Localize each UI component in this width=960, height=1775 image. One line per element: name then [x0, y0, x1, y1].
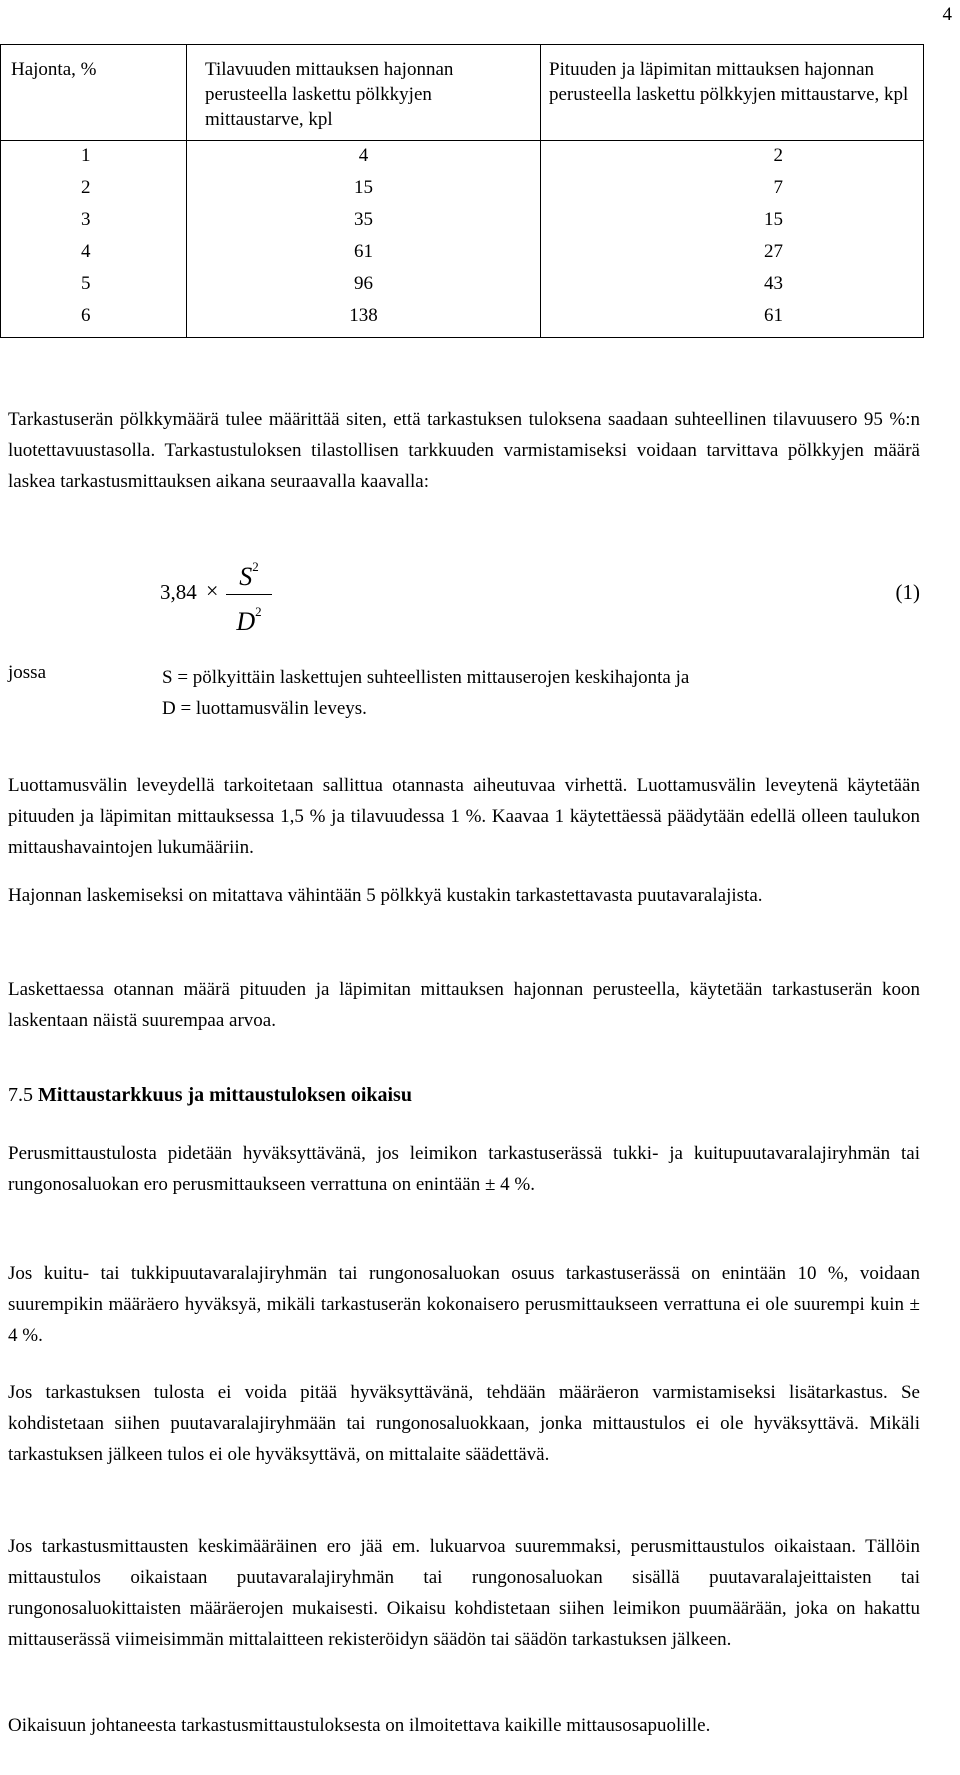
definition-s: S = pölkyittäin laskettujen suhteellisten mittauserojen keskihajonta ja [162, 667, 690, 688]
table-cell: 2 [1, 173, 187, 205]
table-cell: 15 [541, 205, 924, 237]
section-number: 7.5 [8, 1084, 33, 1106]
table-cell: 7 [541, 173, 924, 205]
definitions-label: jossa [8, 662, 46, 683]
page-number: 4 [942, 4, 952, 25]
table-row [1, 173, 924, 205]
table-cell: 3 [1, 205, 187, 237]
paragraph-deviation-minimum: Hajonnan laskemiseksi on mitattava vähintään 5 pölkkyä kustakin tarkastettavasta puutavaralajista. [8, 885, 763, 906]
definition-d: D = luottamusvälin leveys. [162, 698, 367, 719]
table-cell: 61 [541, 301, 924, 338]
table-row [1, 301, 924, 338]
table-cell: 1 [1, 141, 187, 174]
table-cell: 61 [187, 237, 541, 269]
table-cell: 96 [187, 269, 541, 301]
formula-numerator: $S^2$ [239, 559, 259, 591]
table-cell: 4 [187, 141, 541, 174]
table-cell: 5 [1, 269, 187, 301]
table-row [1, 269, 924, 301]
table-header-row [1, 45, 924, 141]
sample-size-formula [160, 550, 920, 640]
header-deviation: Hajonta, % [1, 45, 187, 141]
table-cell: 2 [541, 141, 924, 174]
paragraph-exception: Jos kuitu- tai tukkipuutavaralajiryhmän tai rungonosaluokan osuus tarkastuserässä on enintään 10 %, voidaan suurempikin määräero hyväksyä, mikäli tarkastuserän kokonaisero perusmittaukseen verrattuna ei ole suurempi kuin ± 4 %. [8, 1263, 920, 1346]
paragraph-correction: Jos tarkastusmittausten keskimääräinen ero jää em. lukuarvoa suuremmaksi, perusmittaustulos oikaistaan. Tällöin mittaustulos oikaistaan puutavaralajiryhmän tai rungonosaluokan sisällä puutavaralajeittaisten tai rungonosaluokittaisten määräerojen mukaisesti. Oikaisu kohdistetaan siihen leimikon puumäärään, joka on hakattu mittauserässä viimeisimmän mittalaitteen rekisteröidyn säädön tai säädön tarkastuksen jälkeen. [8, 1536, 920, 1650]
section-heading [8, 1084, 412, 1107]
multiply-icon: × [206, 578, 219, 603]
formula-fraction [226, 550, 272, 639]
formula-denominator: $D^2$ [236, 604, 262, 636]
table-cell: 15 [187, 173, 541, 205]
table-cell: 43 [541, 269, 924, 301]
table-cell: 138 [187, 301, 541, 338]
paragraph-notification: Oikaisuun johtaneesta tarkastusmittaustuloksesta on ilmoitettava kaikille mittausosapuolille. [8, 1715, 711, 1736]
table-cell: 4 [1, 237, 187, 269]
table-cell: 6 [1, 301, 187, 338]
section-title: Mittaustarkkuus ja mittaustuloksen oikaisu [38, 1084, 412, 1106]
paragraph-acceptance: Perusmittaustulosta pidetään hyväksyttävänä, jos leimikon tarkastuserässä tukki- ja kuitupuutavaralajiryhmän tai rungonosaluokan ero perusmittaukseen verrattuna on enintään ± 4 %. [8, 1143, 920, 1195]
table-row [1, 205, 924, 237]
paragraph-confidence-interval: Luottamusvälin leveydellä tarkoitetaan sallittua otannasta aiheutuvaa virhettä. Luottamusvälin leveytenä käytetään pituuden ja läpimitan mittauksessa 1,5 % ja tilavuudessa 1 %. Kaavaa 1 käytettäessä päädytään edellä olleen taulukon mittaushavaintojen lukumääriin. [8, 775, 920, 858]
header-length-diameter-requirement: Pituuden ja läpimitan mittauksen hajonnan perusteella laskettu pölkkyjen mittaustarve, kpl [541, 45, 924, 141]
formula-coefficient: 3,84 [160, 580, 197, 604]
paragraph-additional-inspection: Jos tarkastuksen tulosta ei voida pitää hyväksyttävänä, tehdään määräeron varmistamiseksi lisätarkastus. Se kohdistetaan siihen puutavaralajiryhmään tai rungonosaluokkaan, jonka mittaustulos ei ole hyväksyttävä. Mikäli tarkastuksen jälkeen tulos ei ole hyväksyttävä, on mittalaite säädettävä. [8, 1382, 920, 1465]
table-row [1, 141, 924, 174]
sampling-requirement-table [0, 44, 924, 338]
table-cell: 27 [541, 237, 924, 269]
table-cell: 35 [187, 205, 541, 237]
equation-number: (1) [895, 580, 920, 604]
header-volume-requirement: Tilavuuden mittauksen hajonnan perusteella laskettu pölkkyjen mittaustarve, kpl [187, 45, 541, 141]
paragraph-sample-size: Tarkastuserän pölkkymäärä tulee määrittää siten, että tarkastuksen tuloksena saadaan suhteellinen tilavuusero 95 %:n luotettavuustasolla. Tarkastustuloksen tilastollisen tarkkuuden varmistamiseksi voidaan tarvittava pölkkyjen määrä laskea tarkastusmittauksen aikana seuraavalla kaavalla: [8, 409, 920, 492]
table-row [1, 237, 924, 269]
paragraph-larger-value: Laskettaessa otannan määrä pituuden ja läpimitan mittauksen hajonnan perusteella, käytetään tarkastuserän koon laskentaan näistä suurempaa arvoa. [8, 979, 920, 1031]
